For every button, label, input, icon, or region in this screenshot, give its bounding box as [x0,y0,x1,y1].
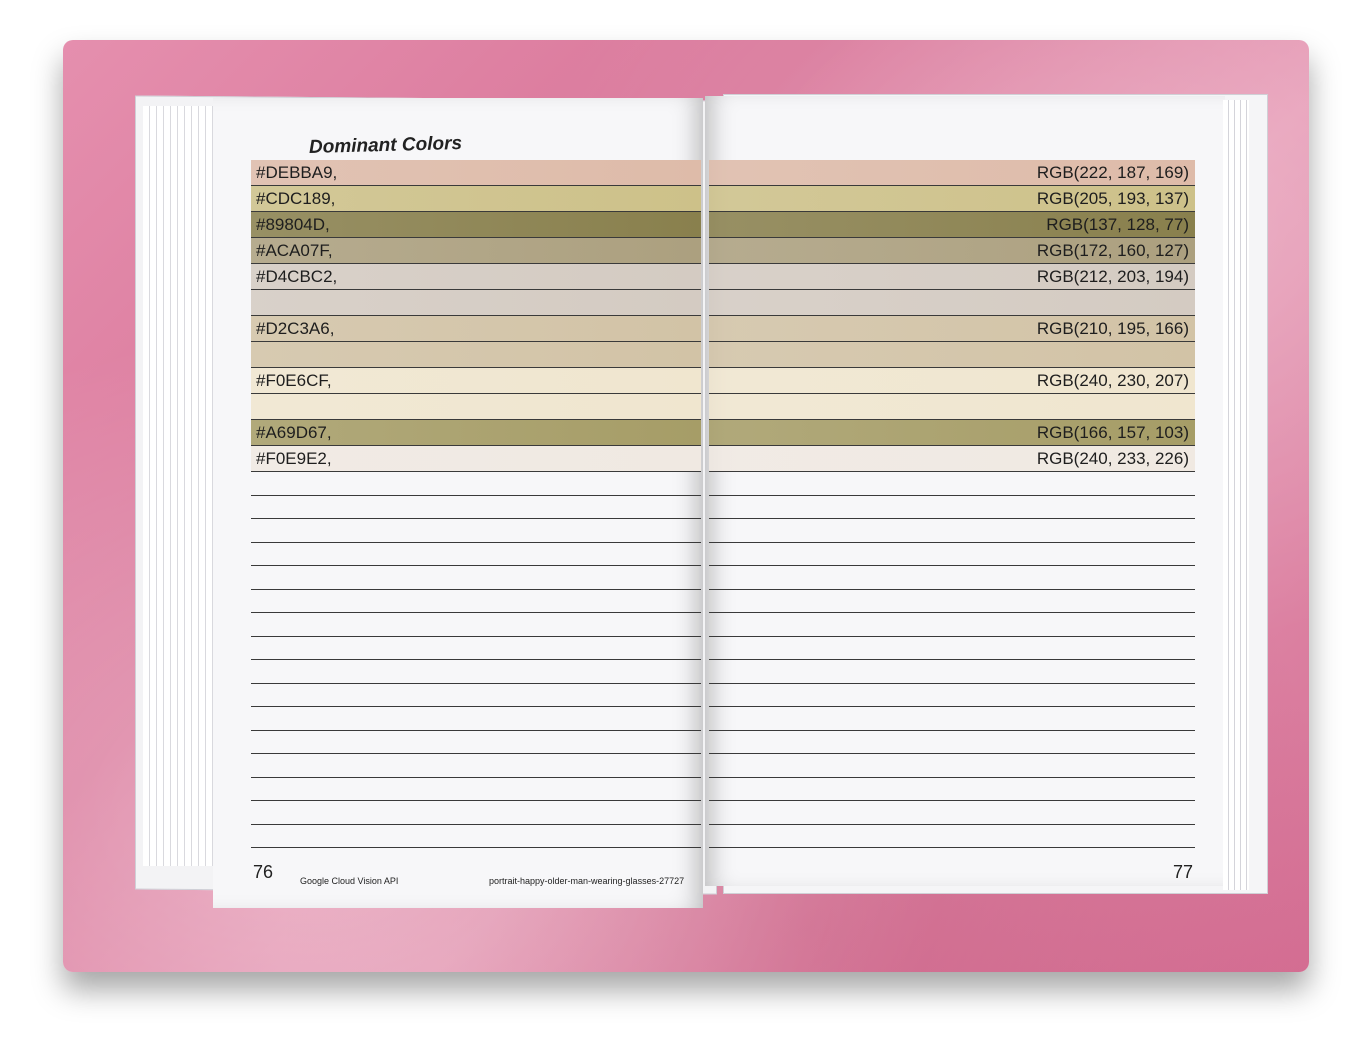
empty-row-right [709,613,1195,637]
empty-row-right [709,637,1195,661]
empty-row-right [709,519,1195,543]
rgb-row: RGB(205, 193, 137) [709,186,1195,212]
rgb-row: RGB(212, 203, 194) [709,264,1195,290]
empty-row-right [709,684,1195,708]
empty-row-left [251,754,701,778]
empty-row-right [709,754,1195,778]
empty-row-left [251,801,701,825]
empty-row-right [709,660,1195,684]
rgb-row: RGB(137, 128, 77) [709,212,1195,238]
left-page-number: 76 [253,862,274,882]
footer-source: Google Cloud Vision API [300,876,399,886]
empty-row-right [709,778,1195,802]
rgb-row: RGB(240, 230, 207) [709,368,1195,394]
open-book [63,40,1309,972]
empty-row-right [709,801,1195,825]
empty-row-left [251,519,701,543]
hex-row [251,290,701,316]
empty-row-left [251,590,701,614]
empty-row-right [709,825,1195,849]
hex-row [251,342,701,368]
rgb-row: RGB(222, 187, 169) [709,160,1195,186]
empty-row-left [251,731,701,755]
page-title: Dominant Colors [308,133,463,158]
right-page-number: 77 [1173,862,1194,882]
empty-row-left [251,613,701,637]
empty-row-right [709,472,1195,496]
empty-row-left [251,707,701,731]
empty-row-left [251,566,701,590]
empty-row-right [709,566,1195,590]
hex-row: #ACA07F, [251,238,701,264]
hex-row [251,394,701,420]
rgb-row: RGB(240, 233, 226) [709,446,1195,472]
empty-row-right [709,590,1195,614]
page-stack-left [143,106,213,866]
empty-row-right [709,496,1195,520]
hex-row: #CDC189, [251,186,701,212]
hex-row: #DEBBA9, [251,160,701,186]
empty-row-right [709,731,1195,755]
empty-row-left [251,778,701,802]
page-stack-right [1223,100,1249,890]
empty-row-left [251,825,701,849]
empty-row-left [251,472,701,496]
hex-row: #F0E6CF, [251,368,701,394]
empty-row-right [709,543,1195,567]
empty-row-left [251,684,701,708]
photo-background [63,40,1309,972]
rgb-row: RGB(210, 195, 166) [709,316,1195,342]
rgb-row: RGB(172, 160, 127) [709,238,1195,264]
rgb-color-list [709,160,1195,848]
hex-row: #D2C3A6, [251,316,701,342]
hex-color-list [251,160,701,848]
empty-row-right [709,707,1195,731]
empty-row-left [251,496,701,520]
empty-row-left [251,660,701,684]
hex-row: #D4CBC2, [251,264,701,290]
empty-row-left [251,543,701,567]
footer-filename: portrait-happy-older-man-wearing-glasses-27727 [489,876,685,886]
rgb-row: RGB(166, 157, 103) [709,420,1195,446]
hex-row: #A69D67, [251,420,701,446]
rgb-row [709,342,1195,368]
rgb-row [709,394,1195,420]
rgb-row [709,290,1195,316]
empty-row-left [251,637,701,661]
hex-row: #89804D, [251,212,701,238]
hex-row: #F0E9E2, [251,446,701,472]
